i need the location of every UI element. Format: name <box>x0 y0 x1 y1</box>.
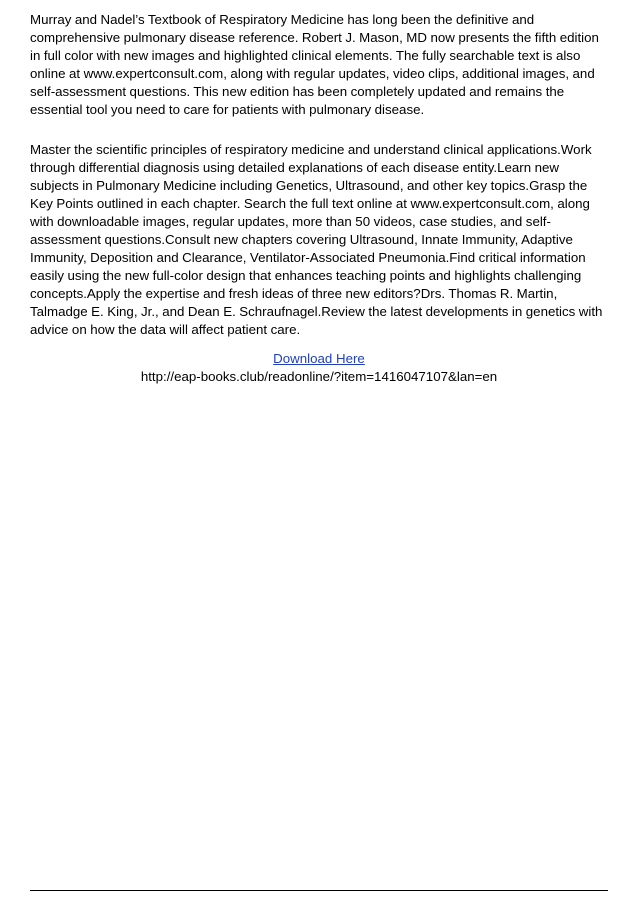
features-paragraph: Master the scientific principles of respiratory medicine and understand clinical applications.Work through differential diagnosis using detailed explanations of each disease entity.Learn new subjects in Pulmonary Medicine including Genetics, Ultrasound, and other key topics.Grasp the Key Points outlined in each chapter. Search the full text online at www.expertconsult.com, along with downloadable images, regular updates, more than 50 videos, case studies, and self-assessment questions.Consult new chapters covering Ultrasound, Innate Immunity, Adaptive Immunity, Deposition and Clearance, Ventilator-Associated Pneumonia.Find critical information easily using the new full-color design that enhances teaching points and highlights challenging concepts.Apply the expertise and fresh ideas of three new editors?Drs. Thomas R. Martin, Talmadge E. King, Jr., and Dean E. Schraufnagel.Review the latest developments in genetics with advice on how the data will affect patient care. <box>30 142 603 337</box>
download-url-text: http://eap-books.club/readonline/?item=1416047107&lan=en <box>140 369 498 384</box>
download-here-link[interactable]: Download Here <box>273 351 365 366</box>
footer-divider <box>30 890 608 891</box>
description-paragraph: Murray and Nadel’s Textbook of Respiratory Medicine has long been the definitive and comprehensive pulmonary disease reference. Robert J. Mason, MD now presents the fifth edition in full color with new images and highlighted clinical elements. The fully searchable text is also online at www.expertconsult.com, along with regular updates, video clips, additional images, and self-assessment questions. This new edition has been completely updated and remains the essential tool you need to care for patients with pulmonary disease. <box>30 12 599 117</box>
